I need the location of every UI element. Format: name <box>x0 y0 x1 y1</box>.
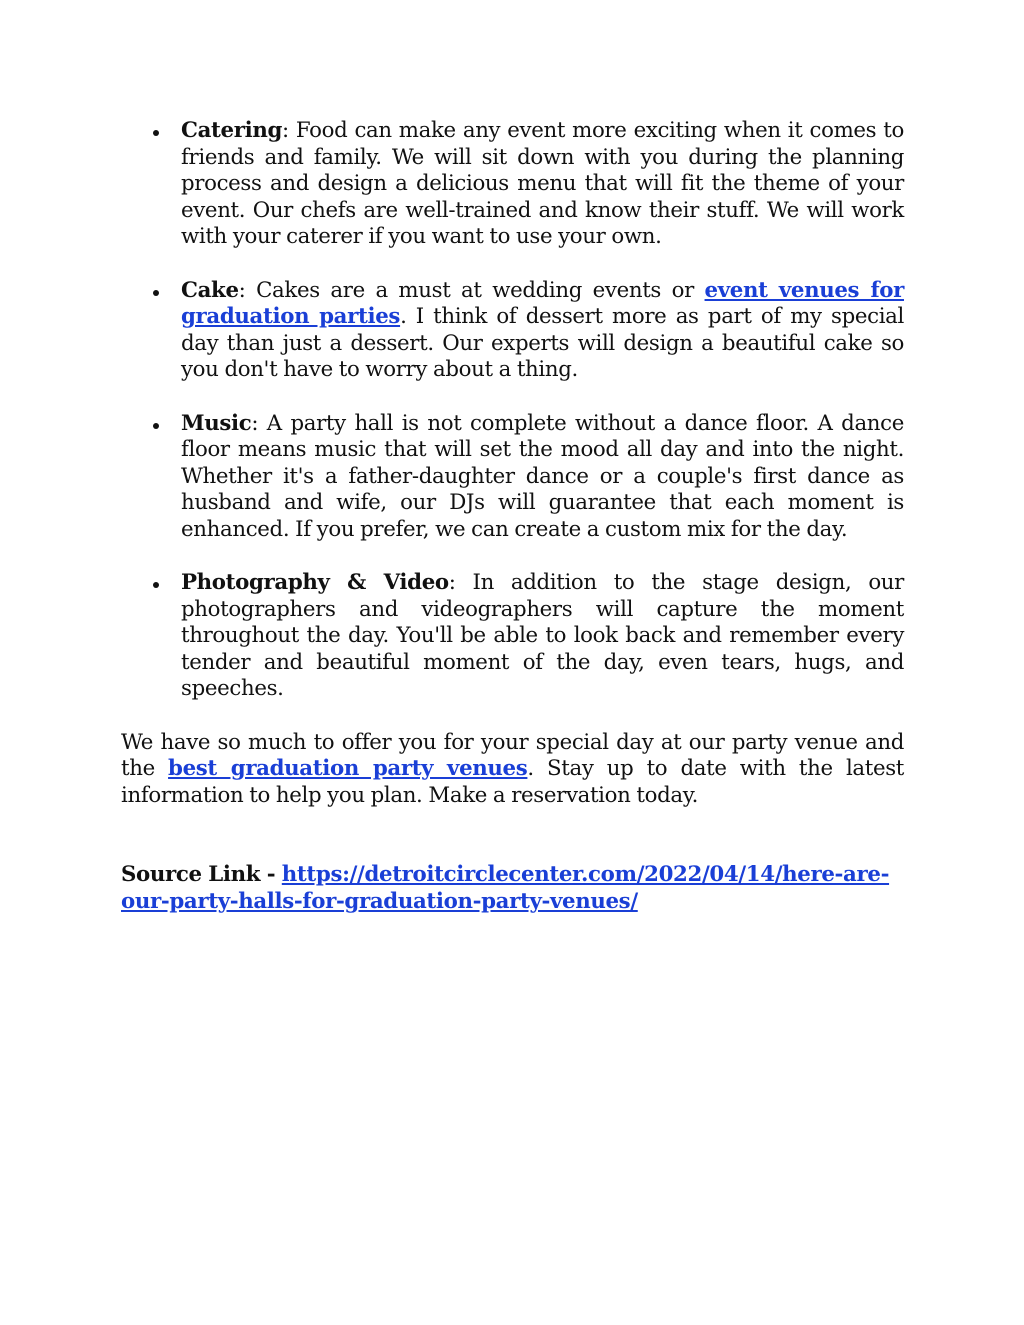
closing-text-start: We have so much to offer you for your special day at our party venue and the <box>121 729 904 782</box>
cake-description-end: . I think of dessert more as part of my special day than just a dessert. Our experts will design a beautiful cake so you don't have to worry about a thing. <box>181 304 904 383</box>
term-photography-video: Photography & Video <box>181 570 449 596</box>
term-music: Music <box>181 410 252 436</box>
bullet-icon <box>153 130 159 136</box>
closing-paragraph <box>121 730 904 810</box>
list-item-photography-video <box>121 570 904 703</box>
best-graduation-venues-link[interactable]: best graduation party venues <box>168 756 528 782</box>
list-item-catering <box>121 118 904 251</box>
bullet-icon <box>153 582 159 588</box>
music-description: : A party hall is not complete without a dance floor. A dance floor means music that will set the mood all day and into the night. Whether it's a father-daughter dance or a couple's first dance as husband and wife, our DJs will guarantee that each moment is enhanced. If you prefer, we can create a custom mix for the day. <box>181 410 904 542</box>
source-url-link[interactable]: https://detroitcirclecenter.com/2022/04/14/here-are-our-party-halls-for-graduation-party-venues/ <box>121 862 890 915</box>
closing-text-end: . Stay up to date with the latest information to help you plan. Make a reservation today. <box>121 756 905 808</box>
list-item-cake <box>121 278 904 384</box>
source-line <box>121 862 904 915</box>
event-venues-graduation-link[interactable]: event venues for graduation parties <box>181 277 904 330</box>
list-item-music <box>121 411 904 544</box>
source-label: Source Link - <box>121 862 282 888</box>
term-cake: Cake <box>181 277 239 303</box>
bullet-icon <box>153 423 159 429</box>
photography-description: : In addition to the stage design, our photographers and videographers will capture the moment throughout the day. You'll be able to look back and remember every tender and beautiful moment of the day, even tears, hugs, and speeches. <box>181 570 904 702</box>
services-list <box>121 118 904 703</box>
cake-description-start: : Cakes are a must at wedding events or <box>238 277 705 303</box>
bullet-icon <box>153 290 159 296</box>
document-page <box>121 118 904 916</box>
catering-description: : Food can make any event more exciting when it comes to friends and family. We will sit down with you during the planning process and design a delicious menu that will fit the theme of your event. Our chefs are well-trained and know their stuff. We will work with your caterer if you want to use your own. <box>181 118 904 250</box>
term-catering: Catering <box>181 118 283 143</box>
